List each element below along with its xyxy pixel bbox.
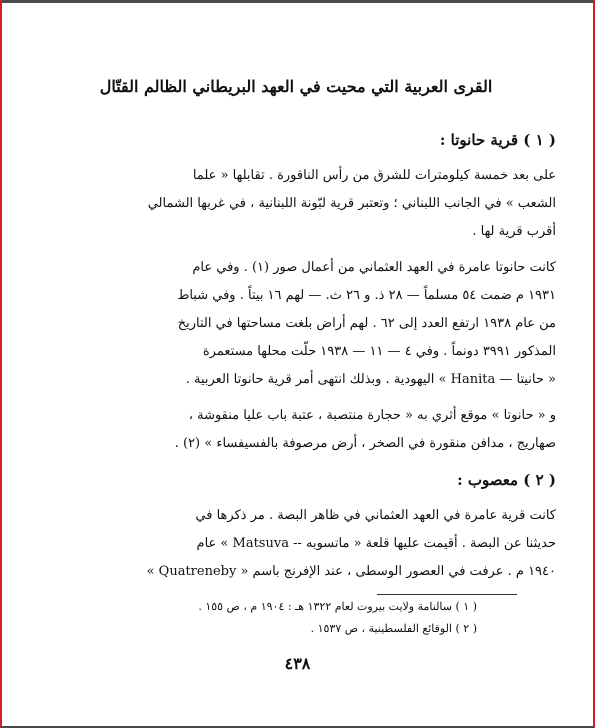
text-line: المذكور ٣٩٩١ دونماً . وفي ٤ — ١١ — ١٩٣٨ حلّت محلها مستعمرة xyxy=(202,344,556,359)
footnotes xyxy=(147,596,477,640)
book-page xyxy=(36,72,556,594)
text-line: من عام ١٩٣٨ ارتفع العدد إلى ٦٢ . لهم أراض بلغت مساحتها في التاريخ xyxy=(177,316,556,331)
text-line: أقرب قرية لها . xyxy=(472,224,556,239)
section-heading-hanuta: ( ١ ) قرية حانوتا : xyxy=(439,131,556,149)
text-line: ١٩٣١ م ضمت ٥٤ مسلماً — ٢٨ ذ. و ٢٦ ث. — لهم ١٦ بيتاً . وفي شباط xyxy=(177,288,556,303)
paragraph-history xyxy=(36,254,556,394)
text-line: كانت حانوتا عامرة في العهد العثماني من أعمال صور (١) . وفي عام xyxy=(192,260,556,275)
text-line: و « حانوتا » موقع أثري به « حجارة منتصبة ، عتبة باب عليا منقوشة ، xyxy=(188,408,556,423)
text-line: الشعب » في الجانب اللبناني ؛ وتعتبر قرية لبّونة اللبنانية ، في غربها الشمالي xyxy=(147,196,556,211)
text-line: « حانيتا — Hanita » اليهودية . وبذلك انتهى أمر قرية حانوتا العربية . xyxy=(185,372,556,387)
text-line: على بعد خمسة كيلومترات للشرق من رأس الناقورة . تقابلها « علما xyxy=(192,168,556,183)
text-line: كانت قرية عامرة في العهد العثماني في ظاهر البصة . مر ذكرها في xyxy=(195,508,556,523)
text-line: ١٩٤٠ م . عرفت في العصور الوسطى ، عند الإفرنج باسم « Quatreneby » xyxy=(146,564,556,579)
footnote-separator xyxy=(377,594,517,595)
section-heading-masoub: ( ٢ ) معصوب : xyxy=(457,471,556,489)
page-number: ٤٣٨ xyxy=(284,654,311,673)
paragraph-location xyxy=(36,162,556,246)
section-masoub xyxy=(36,466,556,586)
section-hanuta xyxy=(36,126,556,458)
footnote-2: ( ٢ ) الوقائع الفلسطينية ، ص ١٥٣٧ . xyxy=(310,622,477,635)
paragraph-masoub-history xyxy=(36,502,556,586)
paragraph-archaeology xyxy=(36,402,556,458)
text-line: صهاريج ، مدافن منقورة في الصخر ، أرض مرصوفة بالفسيفساء » (٢) . xyxy=(174,436,556,451)
footnote-1: ( ١ ) سالنامة ولايت بيروت لعام ١٣٢٢ هـ : ١٩٠٤ م ، ص ١٥٥ . xyxy=(198,600,477,613)
text-line: حديثنا عن البصة . أقيمت عليها قلعة « ماتسوبه -- Matsuva » عام xyxy=(196,536,556,551)
page-title: القرى العربية التي محيت في العهد البريطاني الظالم القتّال xyxy=(99,77,493,96)
